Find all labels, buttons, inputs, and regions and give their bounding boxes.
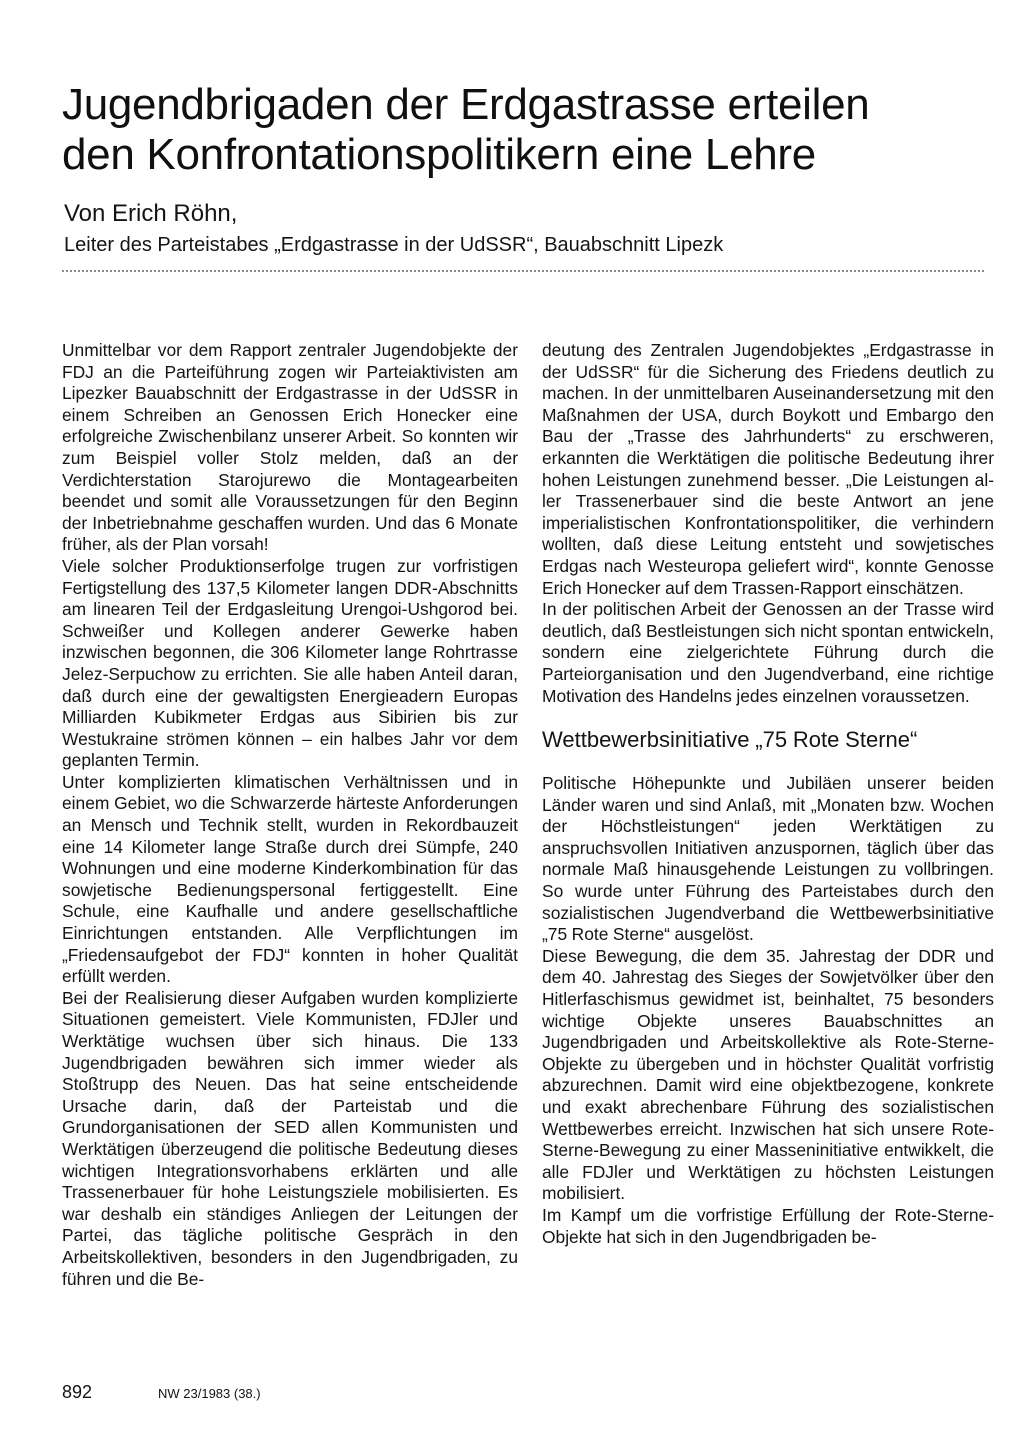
paragraph: Unter komplizierten klimatischen Verhältnissen und in einem Gebiet, wo die Schwarzerde härteste Anforderungen an Mensch und Technik stellt, wurden in Rekordbauzeit eine 14 Kilometer lange Straße durch drei Sümpfe, 240 Wohnungen und eine moderne Kinderkombination für das sowjetische Bedienungspersonal fertiggestellt. Eine Schule, eine Kaufhalle und andere gesellschaftliche Einrichtungen entstanden. Alle Verpflichtungen im „Friedensaufgebot der FDJ“ konnten in hoher Qualität erfüllt werden.	[62, 771, 518, 987]
author-byline: Von Erich Röhn,	[64, 200, 238, 227]
paragraph: In der politischen Arbeit der Genossen an der Trasse wird deutlich, daß Bestleistungen sich nicht spontan entwickeln, sondern eine zielgerichtete Führung durch die Parteiorganisation und den Jugendverband, eine richtige Motivation des Handelns jedes einzelnen voraussetzen.	[542, 599, 994, 706]
paragraph: deutung des Zentralen Jugendobjektes „Erdgastrasse in der UdSSR“ für die Sicherung des Friedens deutlich zu machen. In der unmittelbaren Auseinandersetzung mit den Maßnahmen der USA, durch Boykott und Embargo den Bau der „Trasse des Jahrhunderts“ zu erschweren, erkannten die Werktätigen die politische Bedeutung ihrer hohen Leistungen zunehmend besser. „Die Leistungen aller Trassenerbauer sind die beste Antwort an jene imperialistischen Konfrontationspolitiker, die verhindern wollten, daß diese Leitung entsteht und sowjetisches Erdgas nach Westeuropa geliefert wird“, konnte Genosse Erich Honecker auf dem Trassen-Rapport einschätzen.	[542, 340, 994, 598]
paragraph: Im Kampf um die vorfristige Erfüllung der Rote-Sterne-Objekte hat sich in den Jugendbrigaden be-	[542, 1204, 994, 1247]
paragraph: Diese Bewegung, die dem 35. Jahrestag der DDR und dem 40. Jahrestag des Sieges der Sowjetvölker über den Hitlerfaschismus gewidmet ist, beinhaltet, 75 besonders wichtige Objekte unseres Bauabschnittes an Jugendbrigaden und Arbeitskollektive als Rote-Sterne-Objekte zu übergeben und in höchster Qualität vorfristig abzurechnen. Damit wird eine objektbezogene, konkrete und exakt abrechenbare Führung des sozialistischen Wettbewerbes erreicht. Inzwischen hat sich unsere Rote-Sterne-Bewegung zu einer Masseninitiative entwikkelt, die alle FDJler und Werktätigen zu höchsten Leistungen mobilisiert.	[542, 945, 994, 1204]
paragraph: Politische Höhepunkte und Jubiläen unserer beiden Länder waren und sind Anlaß, mit „Monaten bzw. Wochen der Höchstleistungen“ jeden Werktätigen zu anspruchsvollen Initiativen anzuspornen, täglich über das normale Maß hinausgehende Leistungen zu vollbringen. So wurde unter Führung des Parteistabes durch den sozialistischen Jugendverband die Wettbewerbsinitiative „75 Rote Sterne“ ausgelöst.	[542, 773, 994, 945]
paragraph: Bei der Realisierung dieser Aufgaben wurden komplizierte Situationen gemeistert. Viele Kommunisten, FDJler und Werktätige wuchsen über sich hinaus. Die 133 Jugendbrigaden bewähren sich immer wieder als Stoßtrupp des Neuen. Das hat seine entscheidende Ursache darin, daß der Parteistab und die Grundorganisationen der SED allen Kommunisten und Werktätigen überzeugend die politische Bedeutung dieses wichtigen Integrationsvorhabens erklärten und alle Trassenerbauer für hohe Leistungsziele mobilisierten. Es war deshalb ein ständiges Anliegen der Leitungen der Partei, das tägliche politische Gespräch in den Arbeitskollektiven, besonders in den Jugendbrigaden, zu führen und die Be-	[62, 987, 518, 1289]
author-role: Leiter des Parteistabes „Erdgastrasse in der UdSSR“, Bauabschnitt Lipezk	[64, 234, 724, 256]
page-number: 892	[62, 1382, 93, 1402]
paragraph: Viele solcher Produktionserfolge trugen zur vorfristigen Fertigstellung des 137,5 Kilometer langen DDR-Abschnitts am linearen Teil der Erdgasleitung Urengoi-Ushgorod bei. Schweißer und Kollegen anderer Gewerke haben inzwischen begonnen, die 306 Kilometer lange Rohrtrasse Jelez-Serpuchow zu errichten. Sie alle haben Anteil daran, daß durch eine der gewaltigsten Energieadern Europas Milliarden Kubikmeter Erdgas aus Sibirien bis zur Westukraine strömen können – ein halbes Jahr vor dem geplanten Termin.	[62, 555, 518, 771]
separator-rule	[62, 270, 984, 272]
article-title	[62, 80, 982, 180]
article-title-line-1: Jugendbrigaden der Erdgastrasse erteilen	[62, 80, 870, 129]
body-column-left	[62, 340, 518, 1290]
section-subheading: Wettbewerbsinitiative „75 Rote Sterne“	[542, 727, 918, 753]
page-footer	[62, 1382, 261, 1403]
issue-reference: NW 23/1983 (38.)	[158, 1386, 261, 1401]
body-column-right	[542, 340, 994, 1248]
paragraph: Unmittelbar vor dem Rapport zentraler Jugendobjekte der FDJ an die Parteiführung zogen wir Parteiaktivisten am Lipezker Bauabschnitt der Erdgastrasse in der UdSSR in einem Schreiben an Genossen Erich Honecker eine erfolgreiche Zwischenbilanz unserer Arbeit. So konnten wir zum Beispiel voller Stolz melden, daß an der Verdichterstation Starojurewo die Montagearbeiten beendet und somit alle Voraussetzungen für den Beginn der Inbetriebnahme geschaffen wurden. Und das 6 Monate früher, als der Plan vorsah!	[62, 340, 518, 555]
article-title-line-2: den Konfrontationspolitikern eine Lehre	[62, 130, 816, 179]
